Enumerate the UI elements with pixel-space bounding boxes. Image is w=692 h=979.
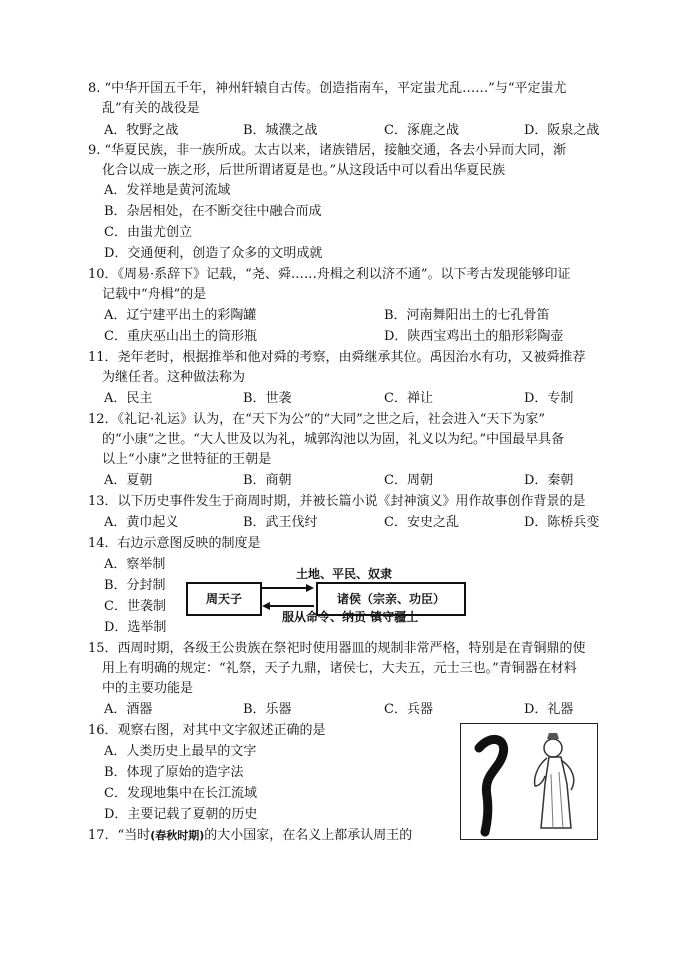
q12-option-d: D．秦朝 (524, 473, 574, 488)
q13-option-a: A．黄巾起义 (104, 515, 179, 530)
q12-stem-line3: 以上“小康”之世特征的王朝是 (102, 452, 272, 467)
pictograph-illustration (461, 724, 597, 839)
q15-option-a: A．酒器 (104, 702, 153, 717)
q16-option-b: B．体现了原始的造字法 (104, 765, 244, 780)
q8-option-b: B．城濮之战 (243, 123, 318, 138)
q14-option-a: A．察举制 (104, 557, 166, 572)
q17-stem-post: 的大小国家，在名义上都承认周王的 (204, 828, 413, 843)
figure-head (544, 739, 562, 757)
q10-option-a: A．辽宁建平出土的彩陶罐 (104, 308, 257, 323)
diagram-right-box: 诸侯（宗亲、功臣） (316, 582, 466, 616)
q13-option-d: D．陈桥兵变 (524, 515, 600, 530)
q16-option-a: A．人类历史上最早的文字 (104, 744, 257, 759)
q10-option-b: B．河南舞阳出土的七孔骨笛 (384, 308, 550, 323)
q10-stem-line2: 记载中“舟楫”的是 (102, 287, 207, 302)
q11-option-a: A．民主 (104, 391, 153, 406)
figure-robe-folds (551, 772, 563, 828)
q9-option-b: B．杂居相处，在不断交往中融合而成 (104, 204, 322, 219)
q11-option-b: B．世袭 (243, 391, 292, 406)
q14-option-d: D．选举制 (104, 620, 167, 635)
diagram-left-box: 周天子 (186, 582, 262, 616)
q16-stem-line1: 16．观察右图，对其中文字叙述正确的是 (88, 723, 326, 738)
q14-stem-line1: 14．右边示意图反映的制度是 (88, 536, 261, 551)
q11-stem-line2: 为继任者。这种做法称为 (102, 370, 246, 385)
q14-option-b: B．分封制 (104, 578, 166, 593)
q15-option-d: D．礼器 (524, 702, 574, 717)
q13-option-b: B．武王伐纣 (243, 515, 318, 530)
diagram-arrow-right-head (306, 584, 314, 592)
q9-option-a: A．发祥地是黄河流域 (104, 183, 231, 198)
q12-option-b: B．商朝 (243, 473, 292, 488)
q12-stem-line1: 12．《礼记·礼运》认为，在“天下为公”的“大同”之世之后，社会进入“天下为家” (88, 412, 546, 427)
q8-option-d: D．阪泉之战 (524, 123, 600, 138)
q12-option-c: C．周朝 (384, 473, 433, 488)
q11-option-c: C．禅让 (384, 391, 433, 406)
figure-hat (547, 733, 559, 739)
q9-option-c: C．由蚩尤创立 (104, 225, 192, 240)
ancient-character-glyph (479, 739, 504, 832)
q15-stem-line3: 中的主要功能是 (102, 681, 194, 696)
q17-stem-pre: 17．“当时 (88, 828, 151, 843)
diagram-top-label: 土地、平民、奴隶 (296, 567, 393, 581)
q8-stem-line2: 乱”有关的战役是 (102, 101, 200, 116)
q15-option-c: C．兵器 (384, 702, 433, 717)
q8-option-c: C．涿鹿之战 (384, 123, 459, 138)
q14-option-c: C．世袭制 (104, 599, 166, 614)
figure-robe (541, 757, 571, 828)
q11-option-d: D．专制 (524, 391, 574, 406)
q12-stem-line2: 的“小康”之世。“大人世及以为礼，城郭沟池以为固，礼义以为纪。”中国最早具备 (102, 432, 565, 447)
q10-option-d: D．陕西宝鸡出土的船形彩陶壶 (384, 329, 564, 344)
q13-stem-line1: 13．以下历史事件发生于商周时期，并被长篇小说《封神演义》用作故事创作背景的是 (88, 494, 586, 509)
q10-option-c: C．重庆巫山出土的筒形瓶 (104, 329, 257, 344)
diagram-arrow-left-head (262, 602, 270, 610)
q9-option-d: D．交通便利，创造了众多的文明成就 (104, 246, 323, 261)
q15-stem-line1: 15．西周时期，各级王公贵族在祭祀时使用器皿的规制非常严格，特别是在青铜鼎的使 (88, 641, 586, 656)
q16-option-d: D．主要记载了夏朝的历史 (104, 807, 258, 822)
q17-stem-line1 (88, 827, 412, 845)
q17-handwritten-note: (春秋时期) (150, 829, 205, 842)
q15-option-b: B．乐器 (243, 702, 292, 717)
diagram-bottom-label: 服从命令、纳贡 镇守疆土 (282, 610, 419, 624)
q8-option-a: A．牧野之战 (104, 123, 179, 138)
q12-option-a: A．夏朝 (104, 473, 153, 488)
q15-stem-line2: 用上有明确的规定：“礼祭，天子九鼎，诸侯七，大夫五，元士三也。”青铜器在材料 (102, 661, 577, 676)
feudal-system-diagram (186, 567, 466, 627)
q13-option-c: C．安史之乱 (384, 515, 459, 530)
q9-stem-line1: 9. “华夏民族，非一族所成。太古以来，诸族错居，接触交通，各去小异而大同，渐 (88, 143, 567, 158)
q8-stem-line1: 8. “中华开国五千年，神州轩辕自古传。创造指南车，平定蚩尤乱……”与“平定蚩尤 (88, 81, 567, 96)
q10-stem-line1: 10．《周易·系辞下》记载，“尧、舜……舟楫之利以济不通”。以下考古发现能够印证 (88, 267, 571, 282)
q9-stem-line2: 化合以成一族之形，后世所谓诸夏是也。”从这段话中可以看出华夏民族 (102, 163, 506, 178)
pictograph-figure (460, 723, 598, 840)
q11-stem-line1: 11．尧年老时，根据推举和他对舜的考察，由舜继承其位。禹因治水有功，又被舜推荐 (88, 350, 586, 365)
q16-option-c: C．发现地集中在长江流域 (104, 786, 257, 801)
